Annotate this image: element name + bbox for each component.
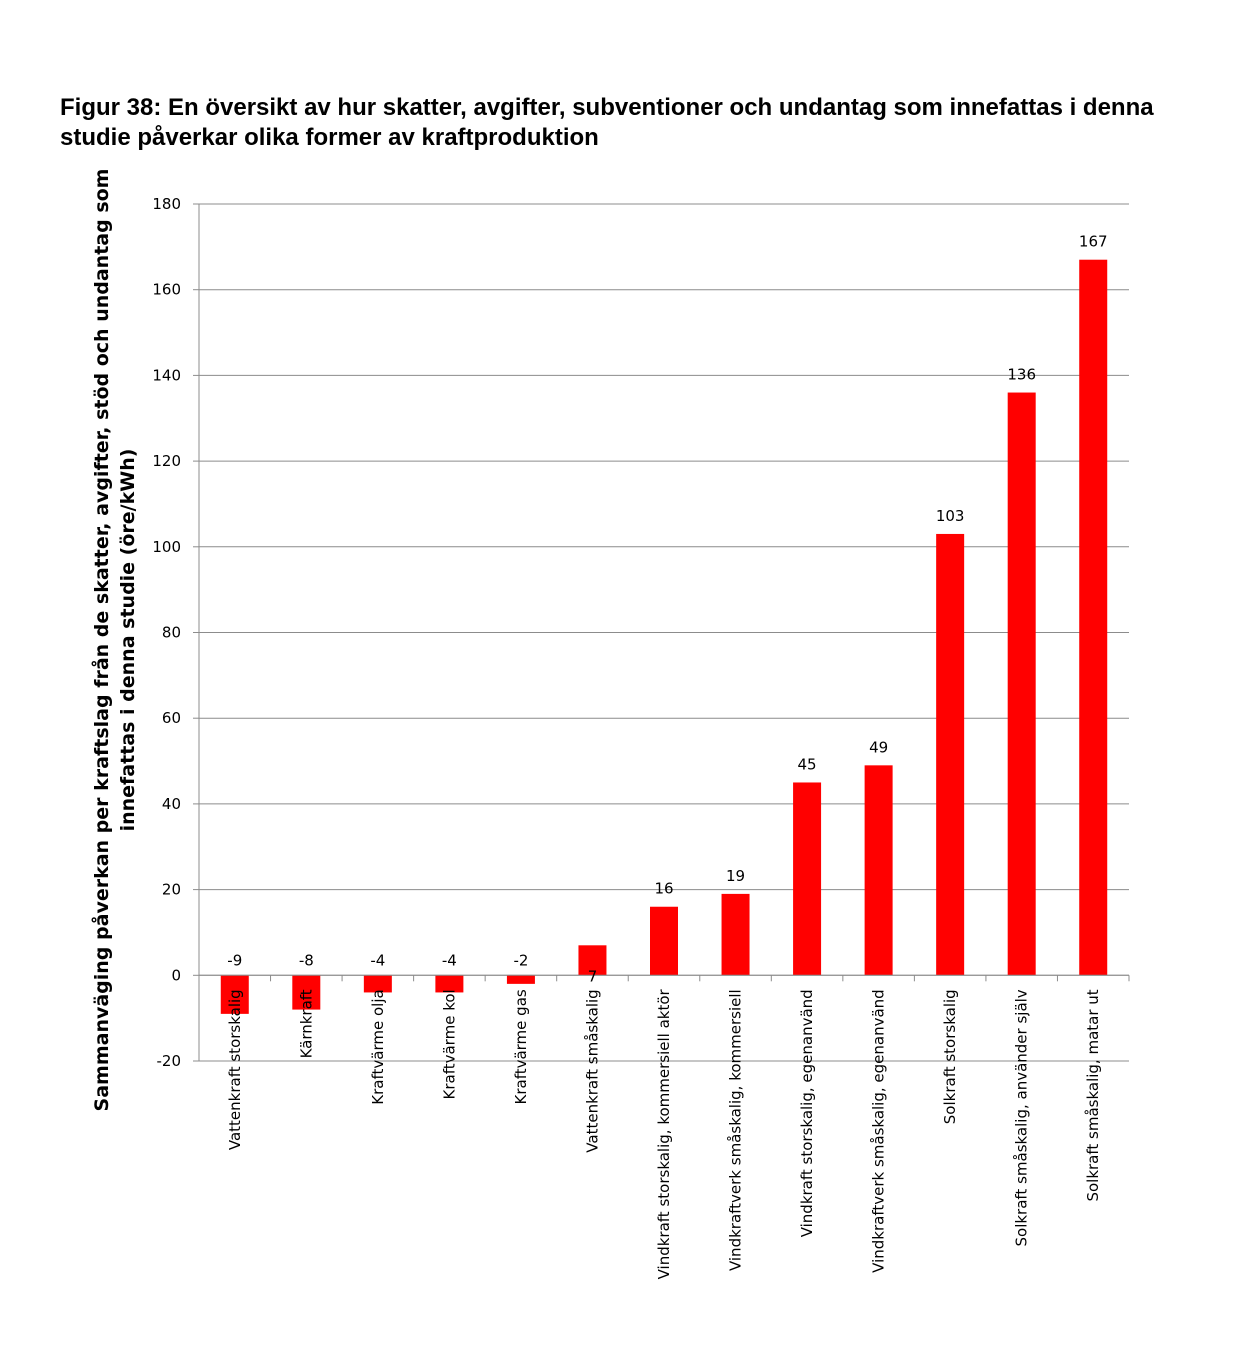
y-tick-label: 40 — [161, 794, 181, 813]
data-label: 49 — [869, 738, 889, 757]
bar — [793, 782, 821, 975]
data-label: -4 — [370, 951, 386, 970]
data-label: 16 — [654, 879, 674, 898]
bar — [1008, 393, 1036, 976]
category-label: Vindkraft storskalig, kommersiell aktör — [655, 989, 673, 1280]
data-label: -4 — [441, 951, 457, 970]
category-label: Vattenkraft storskalig — [225, 989, 244, 1151]
bar — [650, 907, 678, 976]
data-label: -2 — [513, 951, 529, 970]
y-tick-label: 0 — [171, 966, 181, 985]
y-tick-label: 80 — [161, 623, 181, 642]
y-tick-label: 140 — [152, 366, 181, 385]
y-tick-label: 180 — [152, 195, 181, 213]
bar — [865, 765, 893, 975]
data-label: -9 — [227, 951, 243, 970]
data-label: 7 — [587, 967, 598, 986]
bars — [221, 260, 1107, 1014]
bar — [507, 975, 535, 984]
category-label: Solkraft småskalig, använder själv — [1012, 989, 1031, 1247]
category-label: Kraftvärme kol — [440, 989, 459, 1100]
category-label: Vindkraft storskalig, egenanvänd — [798, 989, 817, 1238]
y-tick-label: 20 — [161, 880, 181, 899]
data-label: -8 — [298, 951, 314, 970]
category-label: Solkraft storskalig — [941, 989, 960, 1125]
bar — [1079, 260, 1107, 976]
category-label: Kraftvärme gas — [511, 989, 530, 1105]
data-label: 167 — [1078, 232, 1108, 251]
category-label: Solkraft småskalig, matar ut — [1084, 989, 1103, 1202]
y-axis-title: Sammanväging påverkan per kraftslag från de skatter, avgifter, stöd och undantag som — [91, 168, 113, 1112]
category-label: Kraftvärme olja — [368, 989, 387, 1105]
chart-title: Figur 38: En översikt av hur skatter, avgifter, subventioner och undantag som innefattas i denna studie påverkar olika former av kraftproduktion — [60, 94, 1154, 151]
data-label: 45 — [797, 755, 817, 774]
y-tick-label: 60 — [161, 709, 181, 728]
y-tick-label: 160 — [152, 280, 181, 299]
bar — [722, 894, 750, 975]
category-label: Kärnkraft — [297, 989, 316, 1059]
category-label: Vattenkraft småskalig — [583, 989, 602, 1153]
y-tick-label: 120 — [152, 452, 181, 471]
bar — [936, 534, 964, 975]
category-label: Vindkraftverk småskalig, kommersiell — [726, 989, 745, 1272]
y-tick-label: -20 — [156, 1052, 181, 1070]
data-label: 103 — [935, 506, 965, 525]
y-tick-label: 100 — [152, 537, 181, 556]
data-label: 19 — [725, 866, 746, 885]
y-axis-title: innefattas i denna studie (öre/kWh) — [117, 448, 139, 832]
data-label: 136 — [1007, 365, 1037, 384]
category-label: Vindkraftverk småskalig, egenanvänd — [869, 989, 888, 1273]
